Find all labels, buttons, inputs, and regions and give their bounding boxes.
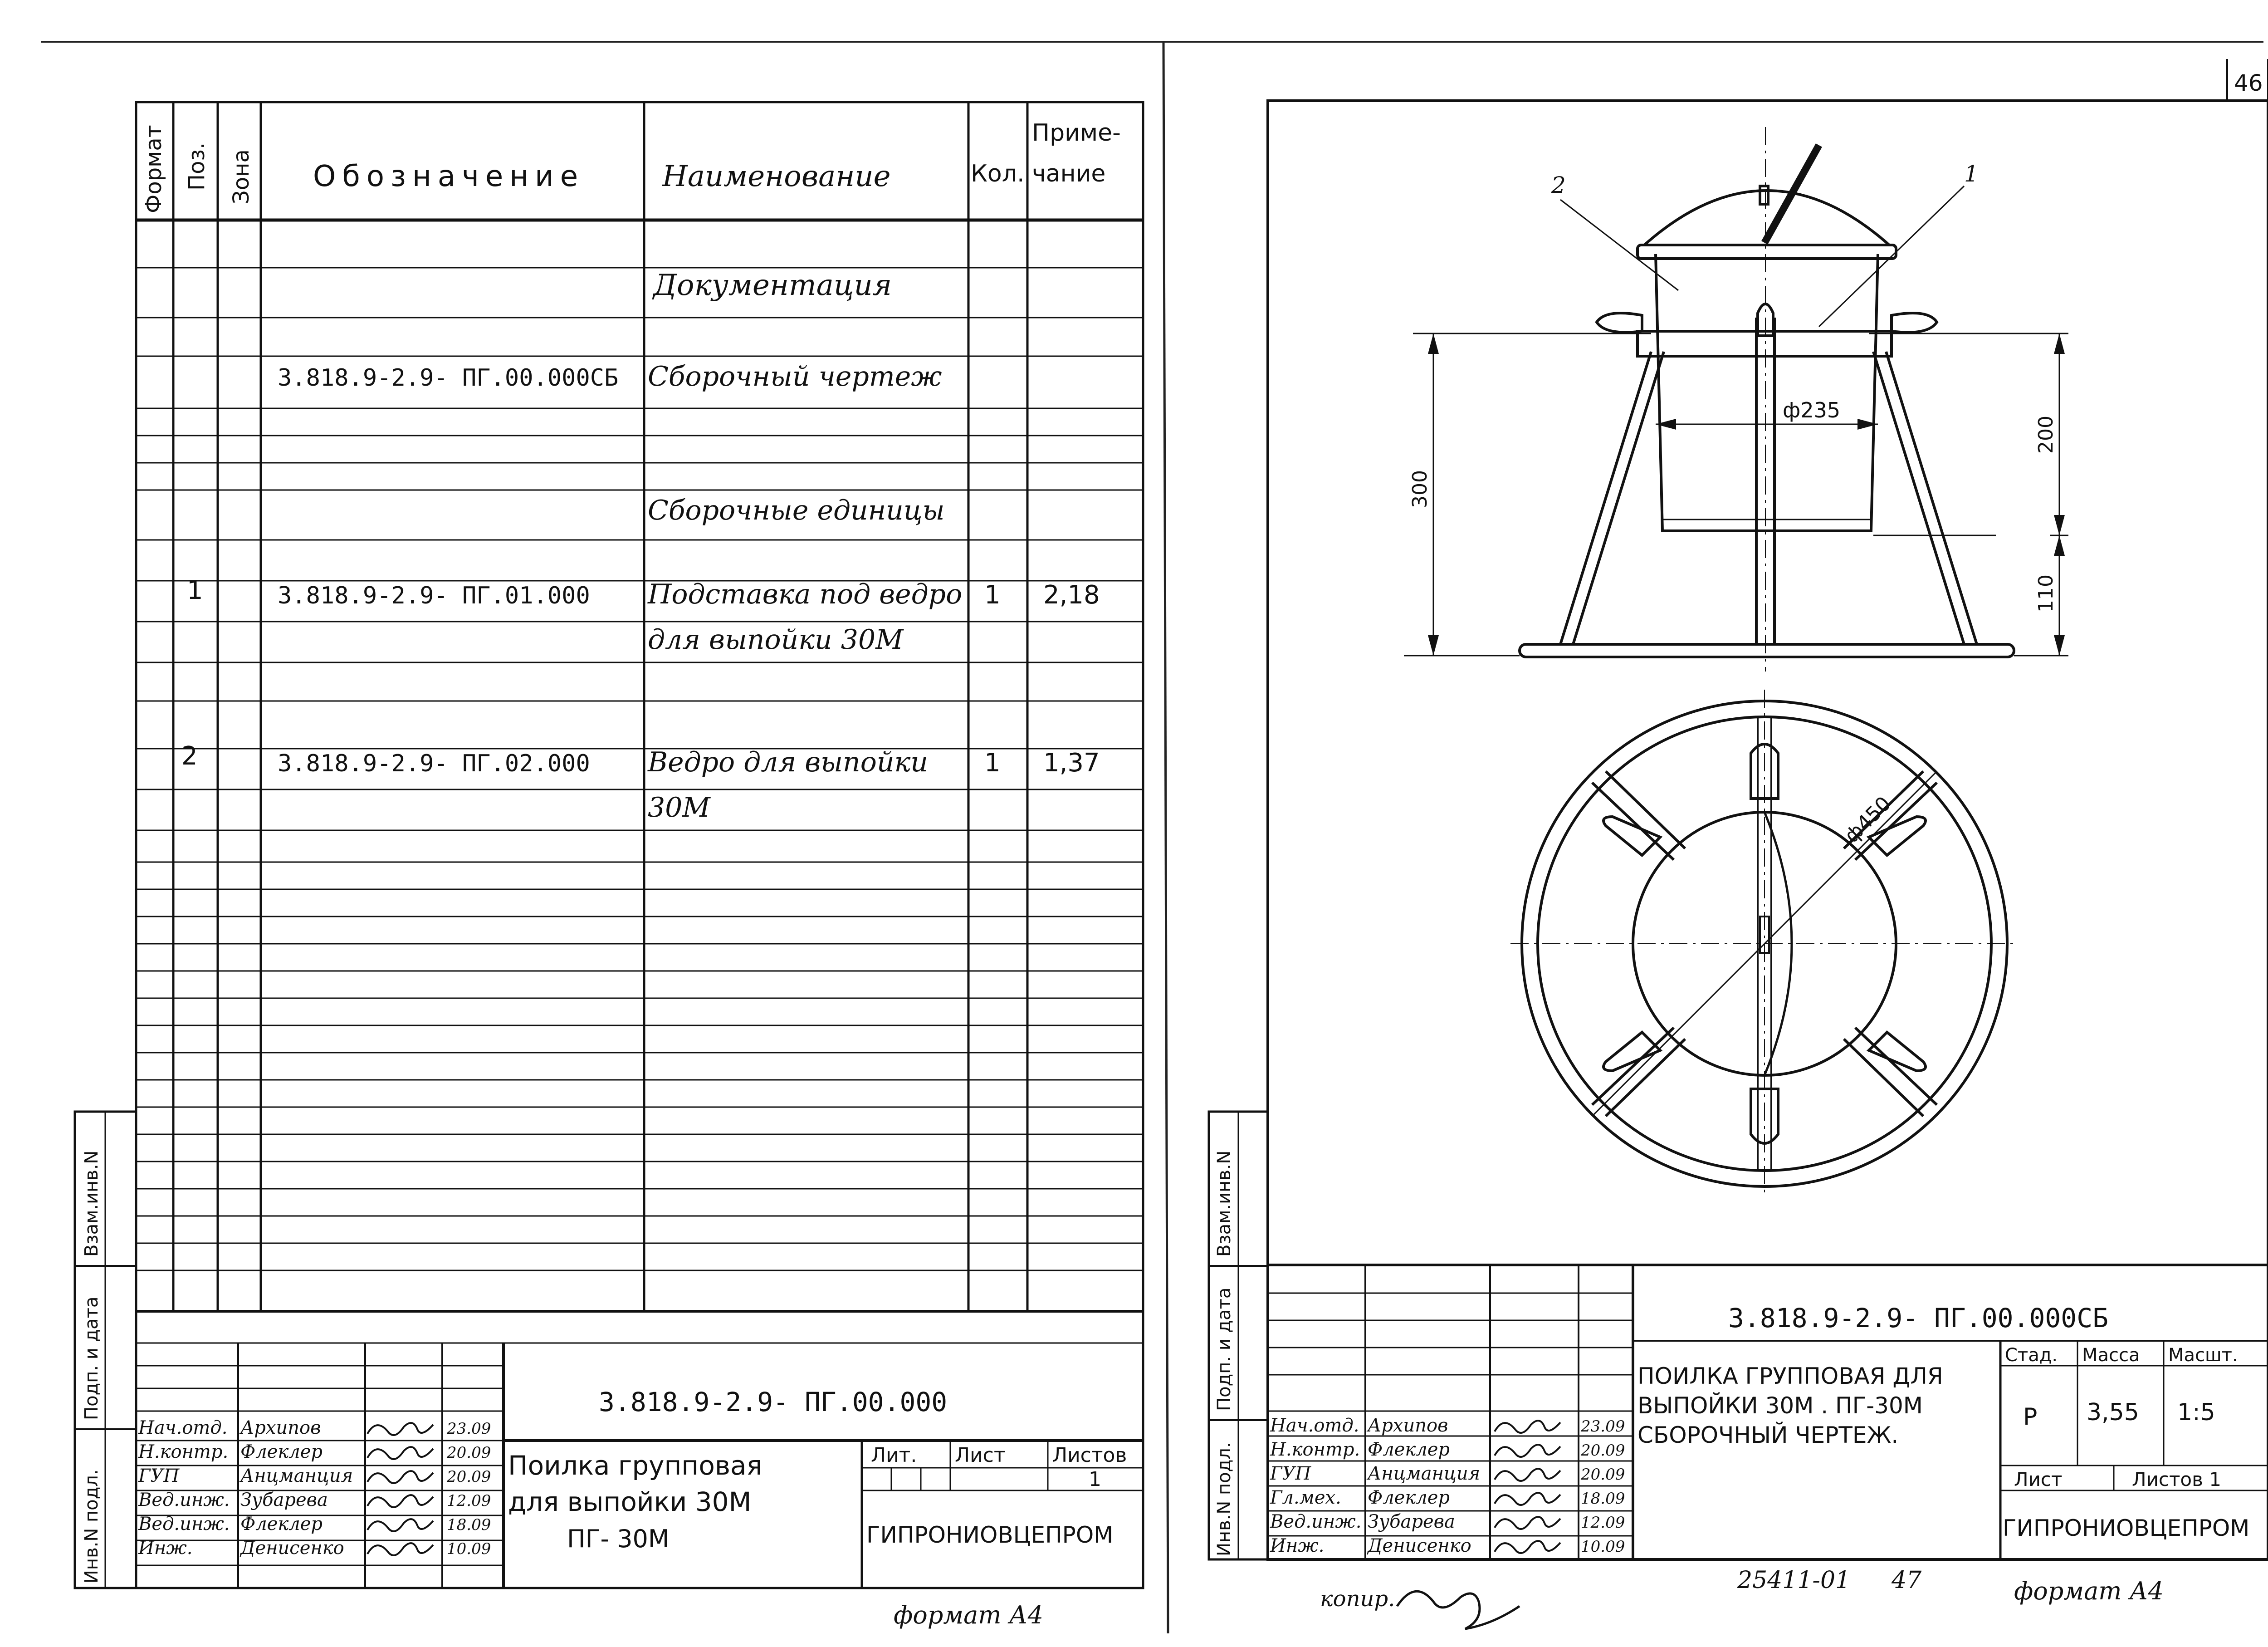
signer-name: Денисенко: [1368, 1535, 1471, 1556]
right-tb-list: Лист: [2014, 1468, 2063, 1490]
left-stamp-vzam: Взам.инв.N: [81, 1150, 102, 1257]
row-item1-name-cont: для выпойки 30М: [648, 624, 904, 656]
footer-kopir: копир.: [1320, 1586, 1395, 1612]
row-item1-designation: 3.818.9-2.9- ПГ.01.000: [278, 582, 590, 609]
callout-2: 2: [1551, 172, 1566, 198]
right-stamp-vzam: Взам.инв.N: [1214, 1150, 1235, 1257]
left-tb-listov-value: 1: [1089, 1468, 1101, 1491]
dim-d450: ф450: [1840, 792, 1896, 848]
signer-role: ГУП: [138, 1466, 180, 1486]
signer-role: Вед.инж.: [138, 1514, 230, 1534]
left-tb-title-1: Поилка групповая: [508, 1450, 763, 1481]
right-tb-title-3: СБОРОЧНЫЙ ЧЕРТЕЖ.: [1637, 1422, 1899, 1448]
left-format-label: формат А4: [894, 1601, 1043, 1629]
signer-role: Инж.: [138, 1538, 193, 1559]
signer-date: 12.09: [1581, 1514, 1625, 1532]
left-tb-list: Лист: [955, 1444, 1006, 1467]
header-pos: Поз.: [184, 142, 210, 191]
dim-200: 200: [2034, 416, 2058, 454]
signer-name: Архипов: [240, 1417, 321, 1438]
footer-format: формат А4: [2014, 1577, 2164, 1605]
row-item1-pos: 1: [187, 576, 203, 605]
row-item2-pos: 2: [181, 741, 198, 771]
row-asm-drawing-designation: 3.818.9-2.9- ПГ.00.000СБ: [278, 364, 619, 392]
signer-role: Н.контр.: [1270, 1439, 1360, 1460]
right-tb-masshtab-label: Масшт.: [2168, 1345, 2238, 1366]
left-tb-lit: Лит.: [871, 1444, 917, 1467]
right-tb-massa-label: Масса: [2082, 1345, 2140, 1366]
footer-archive-no: 25411-01: [1737, 1567, 1851, 1594]
right-tb-massa-value: 3,55: [2087, 1399, 2139, 1426]
left-tb-title-2: для выпойки 30М: [508, 1486, 752, 1517]
header-zone: Зона: [229, 149, 254, 204]
right-stamp-podp: Подп. и дата: [1214, 1287, 1235, 1411]
row-assembly-units: Сборочные единицы: [648, 495, 945, 526]
header-name: Наименование: [662, 160, 891, 193]
signer-name: Анцманция: [240, 1466, 353, 1486]
row-item2-qty: 1: [984, 748, 1001, 778]
signer-role: Нач.отд.: [1270, 1415, 1359, 1436]
signer-name: Зубарева: [1368, 1511, 1455, 1532]
signer-date: 18.09: [1581, 1490, 1625, 1508]
row-item2-designation: 3.818.9-2.9- ПГ.02.000: [278, 750, 590, 777]
signer-date: 20.09: [1581, 1466, 1625, 1484]
signer-name: Флеклер: [240, 1441, 323, 1462]
signer-date: 18.09: [447, 1516, 491, 1534]
header-format: Формат: [141, 125, 166, 213]
left-tb-title-3: ПГ- 30М: [567, 1524, 670, 1553]
header-note-1: Приме-: [1032, 119, 1121, 147]
signer-name: Анцманция: [1368, 1463, 1481, 1484]
signer-role: Инж.: [1270, 1535, 1325, 1556]
left-stamp-inv: Инв.N подл.: [81, 1469, 102, 1583]
signer-name: Денисенко: [240, 1538, 344, 1559]
left-stamp-podp: Подп. и дата: [81, 1296, 102, 1420]
signer-name: Зубарева: [240, 1490, 328, 1510]
left-tb-designation: 3.818.9-2.9- ПГ.00.000: [599, 1387, 948, 1417]
row-item1-qty: 1: [984, 580, 1001, 610]
signer-name: Архипов: [1368, 1415, 1448, 1436]
signer-role: ГУП: [1270, 1463, 1311, 1484]
signer-date: 10.09: [447, 1540, 491, 1558]
right-tb-stad-value: Р: [2023, 1403, 2038, 1431]
right-tb-stad-label: Стад.: [2005, 1345, 2058, 1366]
row-documentation: Документация: [653, 269, 892, 302]
signer-role: Вед.инж.: [1270, 1511, 1362, 1532]
left-tb-listov: Листов: [1052, 1444, 1127, 1467]
row-asm-drawing-name: Сборочный чертеж: [648, 361, 942, 392]
right-tb-masshtab-value: 1:5: [2177, 1399, 2215, 1426]
row-item2-note: 1,37: [1043, 748, 1100, 778]
callout-1: 1: [1964, 161, 1979, 187]
signer-name: Флеклер: [240, 1514, 323, 1534]
signer-role: Гл.мех.: [1270, 1487, 1341, 1508]
signer-name: Флеклер: [1368, 1439, 1450, 1460]
header-qty: Кол.: [971, 160, 1025, 187]
right-stamp-inv: Инв.N подл.: [1214, 1442, 1235, 1556]
signer-role: Вед.инж.: [138, 1490, 230, 1510]
signer-date: 23.09: [447, 1420, 491, 1438]
dim-110: 110: [2034, 574, 2058, 613]
signer-date: 23.09: [1581, 1417, 1625, 1436]
right-tb-listov: Листов 1: [2132, 1468, 2221, 1490]
signer-role: Нач.отд.: [138, 1417, 228, 1438]
row-item2-name: Ведро для выпойки: [648, 746, 928, 778]
header-designation: Обозначение: [313, 160, 585, 193]
right-tb-designation: 3.818.9-2.9- ПГ.00.000СБ: [1728, 1303, 2109, 1333]
signer-date: 20.09: [1581, 1441, 1625, 1460]
signer-name: Флеклер: [1368, 1487, 1450, 1508]
dim-d235: ф235: [1783, 398, 1841, 422]
dim-300: 300: [1408, 470, 1432, 508]
header-note-2: чание: [1032, 160, 1106, 187]
right-tb-title-2: ВЫПОЙКИ 30М . ПГ-30М: [1637, 1392, 1923, 1419]
row-item1-note: 2,18: [1043, 580, 1100, 610]
signer-date: 10.09: [1581, 1538, 1625, 1556]
signer-role: Н.контр.: [138, 1441, 229, 1462]
row-item1-name: Подставка под ведро: [648, 578, 963, 610]
footer-sheet-no: 47: [1892, 1567, 1922, 1594]
signer-date: 20.09: [447, 1444, 491, 1462]
signer-date: 12.09: [447, 1492, 491, 1510]
signer-date: 20.09: [447, 1468, 491, 1486]
right-tb-title-1: ПОИЛКА ГРУППОВАЯ ДЛЯ: [1637, 1363, 1943, 1389]
row-item2-name-cont: 30М: [648, 792, 710, 824]
left-tb-org: ГИПРОНИОВЦЕПРОМ: [866, 1522, 1114, 1548]
right-tb-org: ГИПРОНИОВЦЕПРОМ: [2003, 1515, 2250, 1541]
page-number: 46: [2234, 70, 2263, 96]
